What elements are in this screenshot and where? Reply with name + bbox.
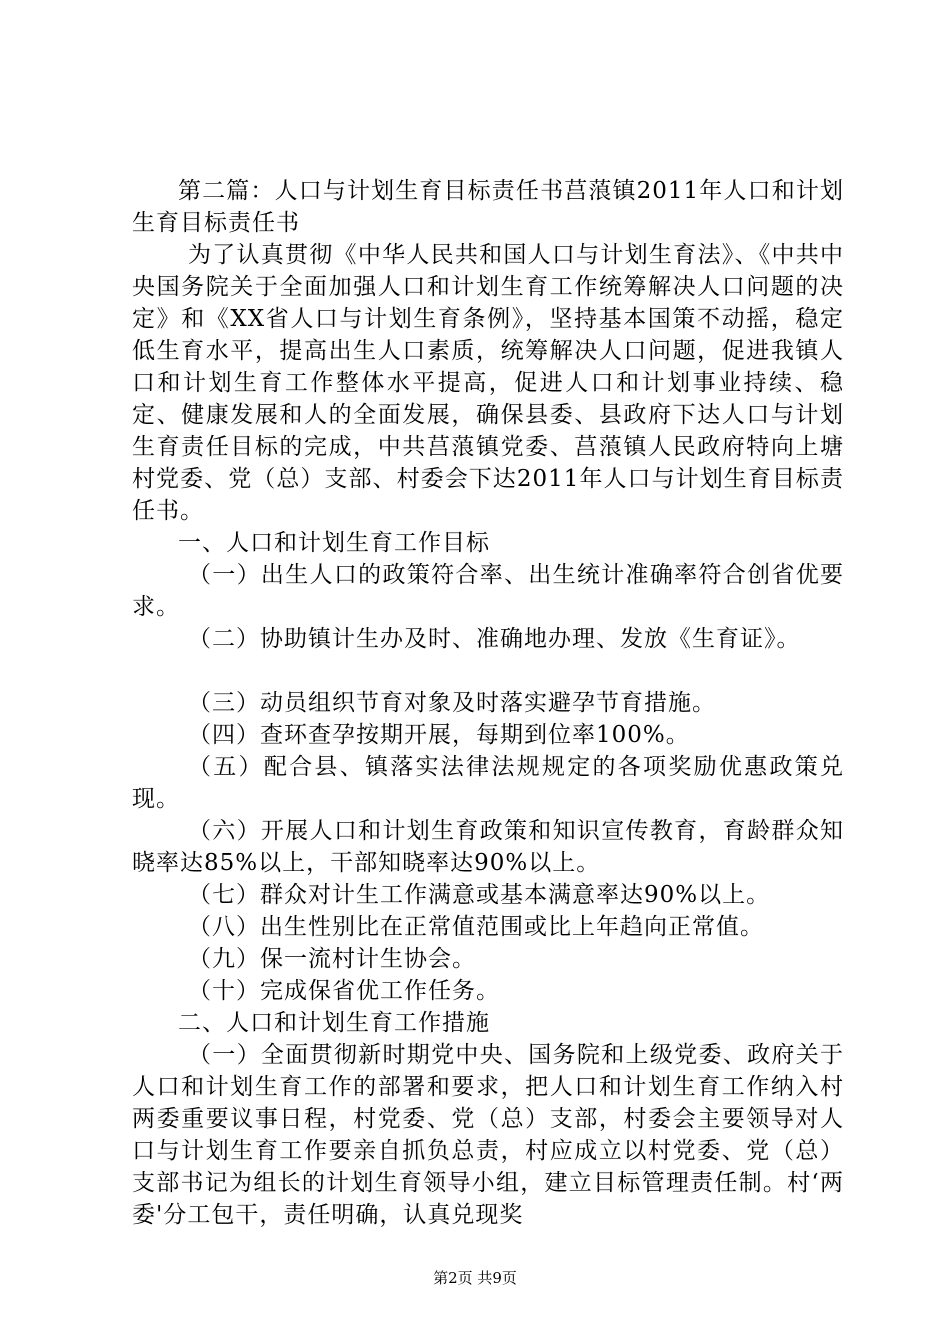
blank-line <box>132 655 844 687</box>
goal-item: （九）保一流村计生协会。 <box>188 946 476 972</box>
goal-item: （七）群众对计生工作满意或基本满意率达90%以上。 <box>188 882 771 908</box>
goal-item: （四）查环查孕按期开展，每期到位率100%。 <box>188 722 690 748</box>
goal-item: （五）配合县、镇落实法律法规规定的各项奖励优惠政策兑现。 <box>132 754 844 812</box>
section-heading-goals: 一、人口和计划生育工作目标 <box>178 530 490 556</box>
goal-item: （十）完成保省优工作任务。 <box>188 978 500 1004</box>
document-body <box>132 175 844 1231</box>
goal-item: （二）协助镇计生办及时、准确地办理、发放《生育证》。 <box>188 626 801 652</box>
section-heading-measures: 二、人口和计划生育工作措施 <box>178 1010 490 1036</box>
goal-item: （六）开展人口和计划生育政策和知识宣传教育，育龄群众知晓率达85%以上，干部知晓率达90%以上。 <box>132 818 844 876</box>
goal-item: （八）出生性别比在正常值范围或比上年趋向正常值。 <box>188 914 764 940</box>
intro-paragraph: 为了认真贯彻《中华人民共和国人口与计划生育法》、《中共中央国务院关于全面加强人口和计划生育工作统筹解决人口问题的决定》和《XX省人口与计划生育条例》，坚持基本国策不动摇，稳定低生育水平，提高出生人口素质，统筹解决人口问题，促进我镇人口和计划生育工作整体水平提高，促进人口和计划事业持续、稳定、健康发展和人的全面发展，确保县委、县政府下达人口与计划生育责任目标的完成，中共莒蒗镇党委、莒蒗镇人民政府特向上塘村党委、党（总）支部、村委会下达2011年人口与计划生育目标责任书。 <box>132 242 844 524</box>
goal-item: （三）动员组织节育对象及时落实避孕节育措施。 <box>188 690 716 716</box>
goal-item: （一）出生人口的政策符合率、出生统计准确率符合创省优要求。 <box>132 562 844 620</box>
measure-item: （一）全面贯彻新时期党中央、国务院和上级党委、政府关于人口和计划生育工作的部署和要求，把人口和计划生育工作纳入村两委重要议事日程，村党委、党（总）支部，村委会主要领导对人口与计划生育工作要亲自抓负总责，村应成立以村党委、党（总）支部书记为组长的计划生育领导小组，建立目标管理责任制。村‘两委'分工包干，责任明确，认真兑现奖 <box>132 1042 844 1228</box>
document-title: 第二篇：人口与计划生育目标责任书莒蒗镇2011年人口和计划生育目标责任书 <box>132 178 844 236</box>
page-footer: 第2页 共9页 <box>433 1269 517 1287</box>
